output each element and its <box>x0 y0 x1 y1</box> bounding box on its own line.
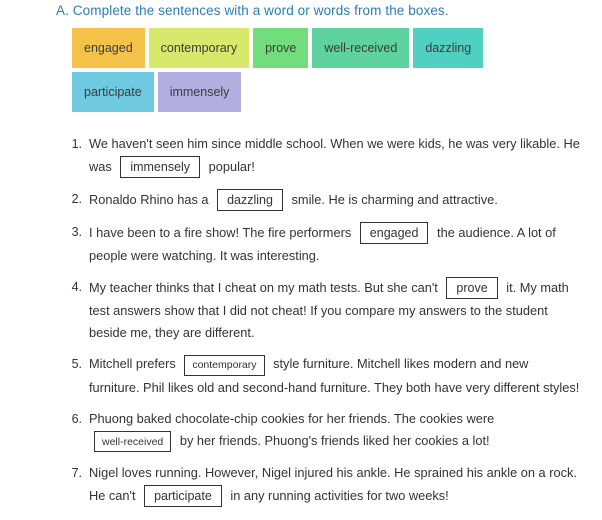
sentence-text: Ronaldo Rhino has a <box>89 192 213 207</box>
instruction-text: A. Complete the sentences with a word or words from the boxes. <box>56 3 449 18</box>
exercise-number: 4. <box>71 280 82 294</box>
exercise-sentence <box>89 133 582 179</box>
answer-box[interactable]: engaged <box>360 222 429 244</box>
exercise-item <box>62 408 582 454</box>
sentence-text: I have been to a fire show! The fire performers <box>89 225 355 240</box>
sentence-text: We haven't seen him since middle school. When we were kids, he was very likable. He was <box>89 136 584 174</box>
exercise-number: 2. <box>71 192 82 206</box>
answer-box[interactable]: well-received <box>94 431 171 452</box>
exercise-number: 6. <box>71 411 82 426</box>
sentence-text: popular! <box>205 159 255 174</box>
exercise-item <box>62 462 582 508</box>
word-bank <box>72 28 532 112</box>
sentence-text: style furniture. Mitchell likes modern and new furniture. Phil likes old and second-hand furniture. They both have very different styles! <box>89 356 580 395</box>
exercise-sentence <box>89 353 582 399</box>
word-bank-row <box>72 28 532 112</box>
sentence-text: smile. He is charming and attractive. <box>287 192 498 207</box>
sentence-text: in any running activities for two weeks! <box>226 488 449 503</box>
answer-box[interactable]: prove <box>446 277 497 299</box>
word-chip[interactable]: prove <box>253 28 308 68</box>
exercise-item <box>62 133 582 179</box>
sentence-text: Phuong baked chocolate-chip cookies for her friends. The cookies were <box>89 410 498 426</box>
answer-box[interactable]: participate <box>144 485 222 507</box>
sentence-text: by her friends. Phuong's friends liked her cookies a lot! <box>176 432 490 448</box>
answer-box[interactable]: contemporary <box>184 355 264 376</box>
sentence-text: My teacher thinks that I cheat on my math tests. But she can't <box>89 280 442 295</box>
exercise-sentence <box>89 408 582 454</box>
sentence-text: the audience. A lot of people were watching. It was interesting. <box>89 225 560 263</box>
exercise-number: 7. <box>71 466 82 480</box>
word-chip[interactable]: dazzling <box>413 28 483 68</box>
word-chip[interactable]: immensely <box>158 72 242 112</box>
word-chip[interactable]: contemporary <box>149 28 249 68</box>
exercise-sentence <box>89 276 582 344</box>
exercise-number: 1. <box>71 137 82 151</box>
word-chip[interactable]: well-received <box>312 28 409 68</box>
exercise-item <box>62 276 582 344</box>
exercise-number: 5. <box>71 357 82 371</box>
sentence-text: it. My math test answers show that I did not cheat! If you compare my answers to the student beside me, they are different. <box>89 280 573 340</box>
exercise-number: 3. <box>71 225 82 239</box>
exercise-item <box>62 188 582 212</box>
exercise-sentence <box>89 462 582 508</box>
exercise-list <box>62 133 582 517</box>
sentence-text: Nigel loves running. However, Nigel injured his ankle. He sprained his ankle on a rock. He can't <box>89 465 581 503</box>
answer-box[interactable]: immensely <box>120 156 200 178</box>
word-chip[interactable]: engaged <box>72 28 145 68</box>
exercise-sentence <box>89 188 582 212</box>
word-chip[interactable]: participate <box>72 72 154 112</box>
sentence-text: Mitchell prefers <box>89 356 180 371</box>
exercise-sentence <box>89 221 582 267</box>
answer-box[interactable]: dazzling <box>217 189 283 211</box>
exercise-item <box>62 221 582 267</box>
exercise-item <box>62 353 582 399</box>
